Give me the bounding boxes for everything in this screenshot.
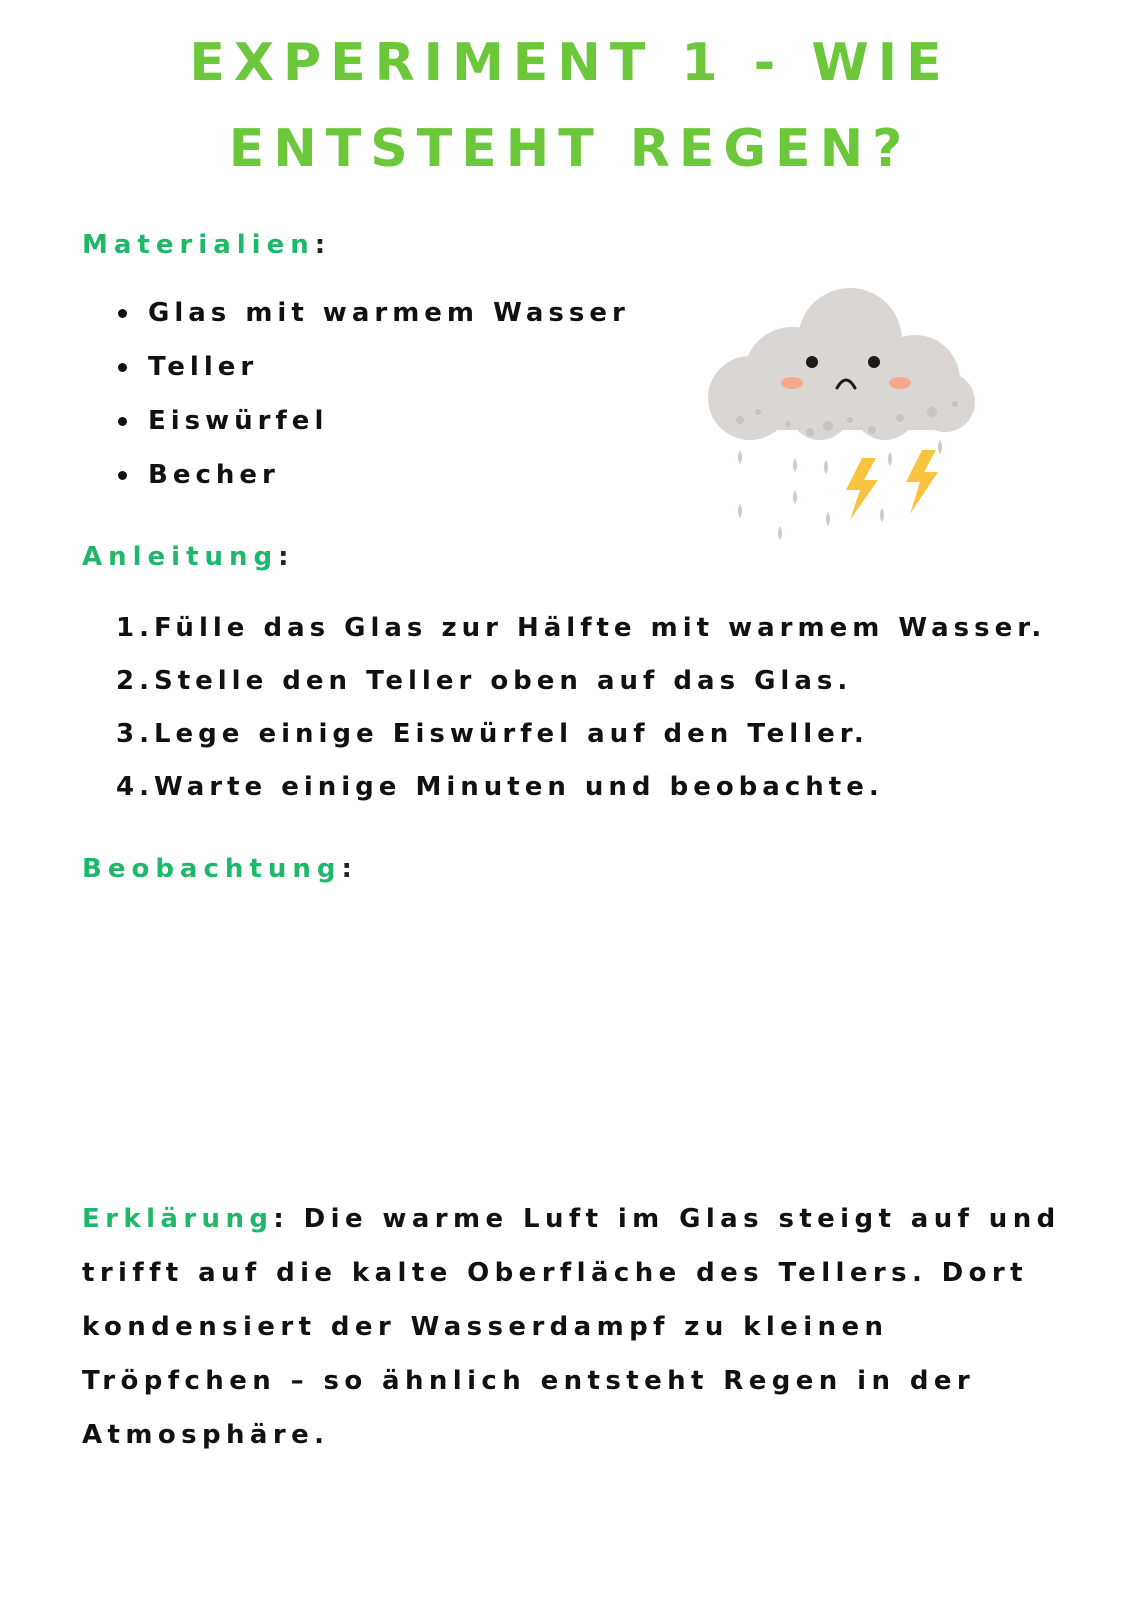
explanation-colon: : [273,1204,290,1234]
cloud-body [708,288,975,440]
materials-list [118,286,630,502]
page-title: EXPERIMENT 1 - WIE ENTSTEHT REGEN? [189,33,951,179]
list-item: 4.Warte einige Minuten und beobachte. [116,772,884,802]
list-item: Becher [118,448,630,502]
observation-heading-label: Beobachtung [82,854,342,884]
instructions-list [116,602,1046,814]
lightning-bolt-icon [846,450,938,520]
explanation-text: Die warme Luft im Glas steigt auf und trifft auf die kalte Oberfläche des Tellers. Dort kondensiert der Wasserdampf zu kleinen Tröpfchen – so ähnlich entsteht Regen in der Atmosphäre. [82,1204,1061,1450]
explanation-paragraph [82,1192,1082,1462]
list-item: Teller [118,340,630,394]
instructions-heading [82,540,295,574]
list-item: Eiswürfel [118,394,630,448]
list-item: 3.Lege einige Eiswürfel auf den Teller. [116,719,869,749]
materials-heading-colon: : [314,230,332,260]
materials-heading [82,228,331,262]
list-item: 2.Stelle den Teller oben auf das Glas. [116,666,853,696]
materials-heading-label: Materialien [82,230,315,260]
instructions-heading-colon: : [278,542,295,572]
list-item: Glas mit warmem Wasser [118,286,630,340]
explanation-label: Erklärung [82,1204,274,1234]
sad-cloud-icon [700,280,990,550]
list-item: 1.Fülle das Glas zur Hälfte mit warmem Wasser. [116,613,1047,643]
instructions-heading-label: Anleitung [82,542,279,572]
rain-drop-icon [738,440,942,540]
observation-heading [82,852,358,886]
observation-heading-colon: : [341,854,358,884]
